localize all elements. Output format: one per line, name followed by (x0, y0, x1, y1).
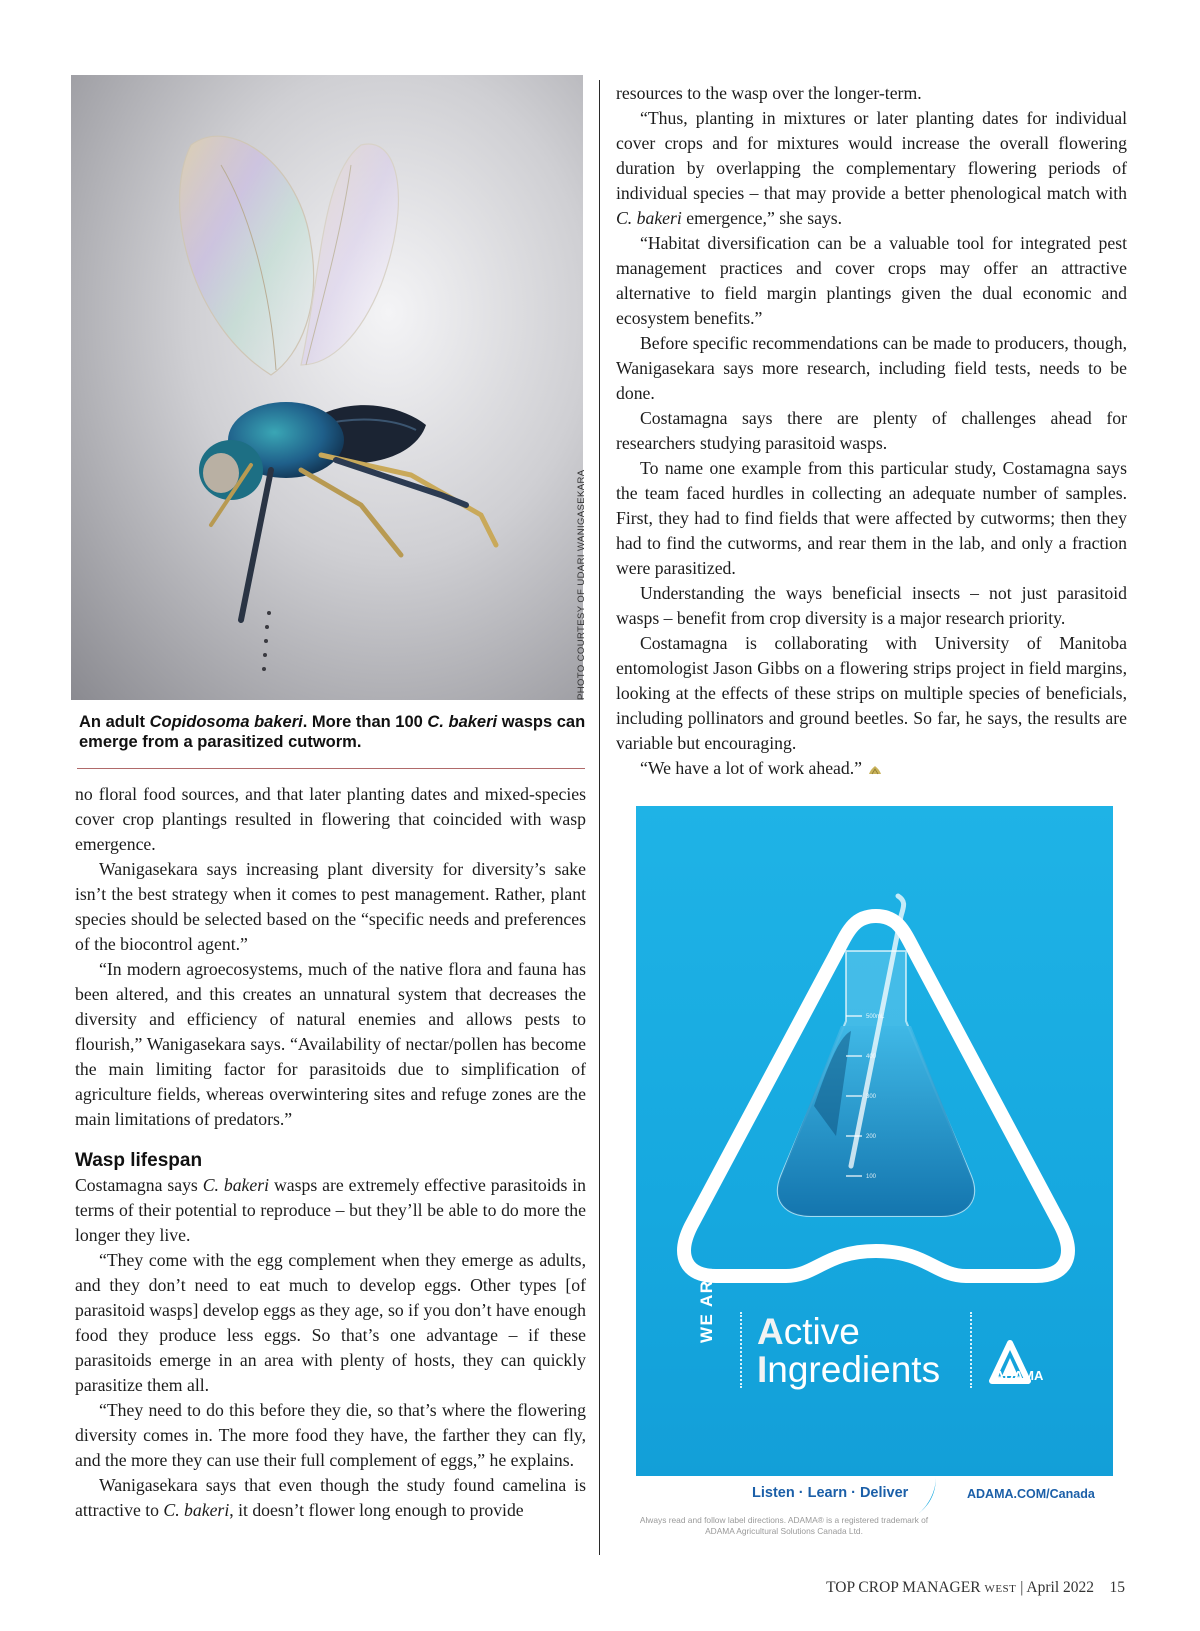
magazine-edition: WEST (984, 1583, 1017, 1595)
headline-initial: A (757, 1311, 784, 1352)
photo-credit: PHOTO COURTESY OF UDARI WANIGASEKARA (576, 469, 587, 700)
right-column (616, 81, 1127, 781)
species-name: C. bakeri (616, 208, 682, 228)
paragraph (75, 1473, 586, 1523)
left-column (75, 782, 586, 1523)
paragraph: “Habitat diversification can be a valuable tool for integrated pest management practices and cover crops may offer an attractive alternative to field margin plantings given the dual economic and ecosystem benefits.” (616, 233, 1127, 328)
paragraph: Before specific recommendations can be made to producers, though, Wanigasekara says more research, including field tests, needs to be done. (616, 333, 1127, 403)
ad-divider (740, 1312, 742, 1388)
wasp-photo (71, 75, 583, 700)
caption-tail: wasps can emerge from a parasitized cutworm. (79, 713, 586, 751)
paragraph (75, 1173, 586, 1248)
paragraph (616, 756, 1127, 781)
beaker-mark: 200 (866, 1134, 877, 1140)
paragraph: Costamagna says there are plenty of challenges ahead for researchers studying parasitoid wasps. (616, 408, 1127, 453)
species-name: C. bakeri (202, 1175, 270, 1195)
paragraph: Understanding the ways beneficial insects – not just parasitoid wasps – benefit from crop diversity is a major research priority. (616, 583, 1127, 628)
ad-tagline: Listen · Learn · Deliver (752, 1485, 909, 1501)
issue-date: April 2022 (1026, 1579, 1094, 1596)
text-span: “We have a lot of work ahead.” (640, 758, 863, 778)
paragraph: no floral food sources, and that later planting dates and mixed-species cover crop plantings resulted in flowering that coincided with wasp emergence. (75, 784, 586, 854)
paragraph: Costamagna is collaborating with University of Manitoba entomologist Jason Gibbs on a flowering strips project in field margins, looking at the effects of these strips on multiple species of beneficials, including pollinators and ground beetles. So far, he says, the results are variable but encouraging. (616, 633, 1127, 753)
caption-mid: . More than 100 (302, 713, 428, 731)
caption-abbrev: C. bakeri (427, 713, 498, 731)
caption-divider (77, 768, 585, 769)
caption-species: Copidosoma bakeri (149, 713, 303, 731)
headline-word: ctive (783, 1311, 860, 1352)
text-span: “Thus, planting in mixtures or later planting dates for individual cover crops and for mixtures would increase the overall flowering duration by overlapping the complementary flowering periods of individual species – that may provide a better phenological match with (616, 108, 1127, 203)
page-footer (826, 1579, 1125, 1597)
footer-separator: | (1020, 1579, 1024, 1596)
column-divider (599, 80, 600, 1555)
beaker-mark: 400 (866, 1054, 877, 1060)
photo-caption (79, 712, 591, 752)
ad-url-link[interactable]: ADAMA.COM/Canada (967, 1487, 1095, 1501)
active-ingredients-headline (757, 1313, 940, 1389)
end-of-article-icon (868, 765, 882, 775)
wasp-illustration (71, 75, 583, 700)
species-name: C. bakeri (163, 1500, 230, 1520)
paragraph: To name one example from this particular study, Costamagna says the team faced hurdles in collecting an adequate number of samples. First, they had to find fields that were affected by cutworms; then they had to find the cutworms, and rear them in the lab, and only a fraction were parasitized. (616, 458, 1127, 578)
we-are-text: WE ARE (697, 1266, 716, 1343)
paragraph: “In modern agroecosystems, much of the native flora and fauna has been altered, and this creates an unnatural system that decreases the diversity and efficiency of natural enemies and allows pests to flourish,” Wanigasekara says. “Availability of nectar/pollen has become the main limiting factor for parasitoids due to simplification of agriculture fields, whereas overwintering sites and refuge zones are the main limitations of predators.” (75, 959, 586, 1129)
beaker-mark: 500mL (866, 1014, 885, 1020)
text-span: Wanigasekara says that even though the study found camelina is attractive to (75, 1475, 586, 1520)
paragraph: “They need to do this before they die, so that’s where the flowering diversity comes in. The more food they have, the farther they can fly, and the more they can use their full complement of eggs,” he explains. (75, 1400, 586, 1470)
beaker-mark: 100 (866, 1174, 877, 1180)
section-heading: Wasp lifespan (75, 1150, 203, 1171)
paragraph (616, 106, 1127, 231)
page-number: 15 (1109, 1579, 1125, 1596)
text-span: wasps are extremely effective parasitoids in terms of their potential to reproduce – but they’ll be able to do more the longer they live. (75, 1175, 587, 1245)
paragraph: resources to the wasp over the longer-term. (616, 83, 922, 103)
caption-lead: An adult (79, 713, 150, 731)
adama-logo-text: ADAMA (995, 1368, 1044, 1383)
headline-word: ngredients (767, 1349, 941, 1390)
beaker-mark: 300 (866, 1094, 877, 1100)
text-span: emergence,” she says. (681, 208, 843, 228)
headline-initial: I (757, 1349, 768, 1390)
paragraph: “They come with the egg complement when they emerge as adults, and they don’t need to eat much to develop eggs. Other types [of parasitoid wasps] develop eggs as they age, so if you don’t have enough food they produce less eggs. So that’s one advantage – if these parasitoids emerge in an area with plenty of hosts, they can quickly parasitize them all. (75, 1250, 586, 1395)
ad-disclaimer: Always read and follow label directions. ADAMA® is a registered trademark of ADAMA Agricultural Solutions Canada Ltd. (639, 1515, 929, 1536)
paragraph: Wanigasekara says increasing plant diversity for diversity’s sake isn’t the best strategy when it comes to pest management. Rather, plant species should be selected based on the “specific needs and preferences of the biocontrol agent.” (75, 859, 586, 954)
text-span: Costamagna says (75, 1175, 203, 1195)
ad-divider (970, 1312, 972, 1388)
text-span: , it doesn’t flower long enough to provide (229, 1500, 524, 1520)
magazine-name: TOP CROP MANAGER (826, 1579, 981, 1596)
